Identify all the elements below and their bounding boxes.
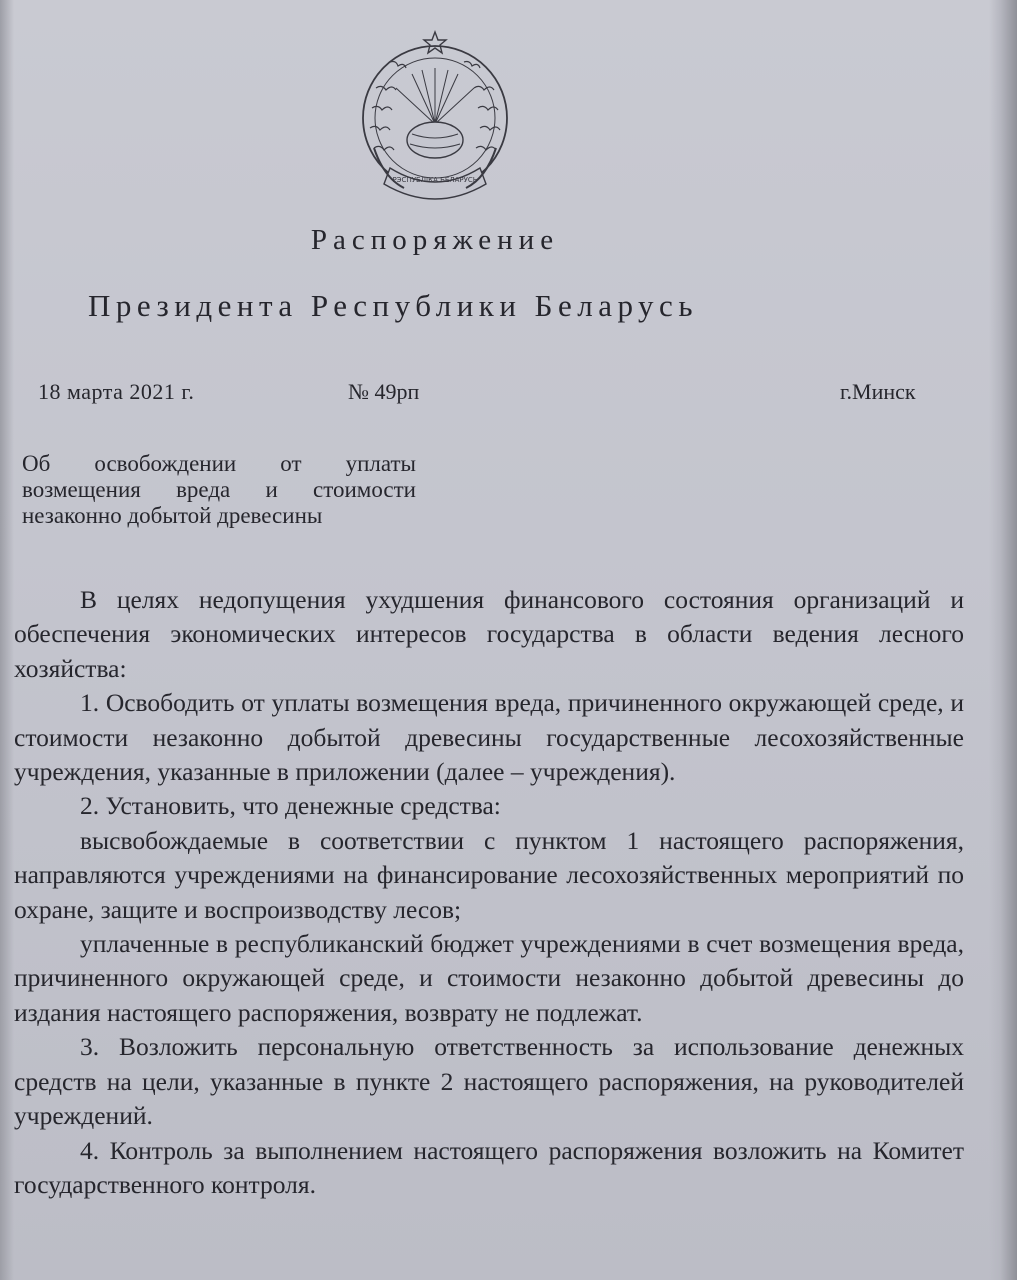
body-paragraph-preamble: В целях недопущения ухудшения финансового состояния организаций и обеспечения экономических интересов государства в области ведения лесного хозяйства: <box>14 585 964 683</box>
document-issuer: Президента Республики Беларусь <box>88 288 698 323</box>
document-number: № 49рп <box>348 379 420 404</box>
body-paragraph-item-4: 4. Контроль за выполнением настоящего распоряжения возложить на Комитет государственного контроля. <box>14 1135 964 1199</box>
body-paragraph-item-2-sub-2: уплаченные в республиканский бюджет учреждениями в счет возмещения вреда, причиненного окружающей среде, и стоимости незаконно добытой древесины до издания настоящего распоряжения, возврату не подлежат. <box>14 929 964 1027</box>
document-title: Распоряжение <box>310 224 560 256</box>
body-paragraph-item-1: 1. Освободить от уплаты возмещения вреда, причиненного окружающей среде, и стоимости незаконно добытой древесины государственные лесохозяйственные учреждения, указанные в приложении (далее – учреждения). <box>14 688 964 787</box>
page-edge-shadow-right <box>989 0 1017 1280</box>
svg-text:РЭСПУБЛІКА БЕЛАРУСЬ: РЭСПУБЛІКА БЕЛАРУСЬ <box>392 176 478 184</box>
document-subject: Об освобождении от уплаты возмещения вреда и стоимости незаконно добытой древесины <box>22 451 416 528</box>
body-paragraph-item-2-sub-1: высвобождаемые в соответствии с пунктом 1 настоящего распоряжения, направляются учреждениями на финансирование лесохозяйственных мероприятий по охране, защите и воспроизводству лесов; <box>14 825 964 924</box>
document-date: 18 марта 2021 г. <box>38 379 195 404</box>
page-edge-shadow-left <box>0 0 14 1280</box>
document-body <box>14 583 964 1202</box>
state-emblem-icon <box>350 28 520 204</box>
document-city: г.Минск <box>840 379 916 404</box>
body-paragraph-item-2: 2. Установить, что денежные средства: <box>80 791 501 821</box>
body-paragraph-item-3: 3. Возложить персональную ответственность за использование денежных средств на цели, указанные в пункте 2 настоящего распоряжения, на руководителей учреждений. <box>14 1032 964 1131</box>
